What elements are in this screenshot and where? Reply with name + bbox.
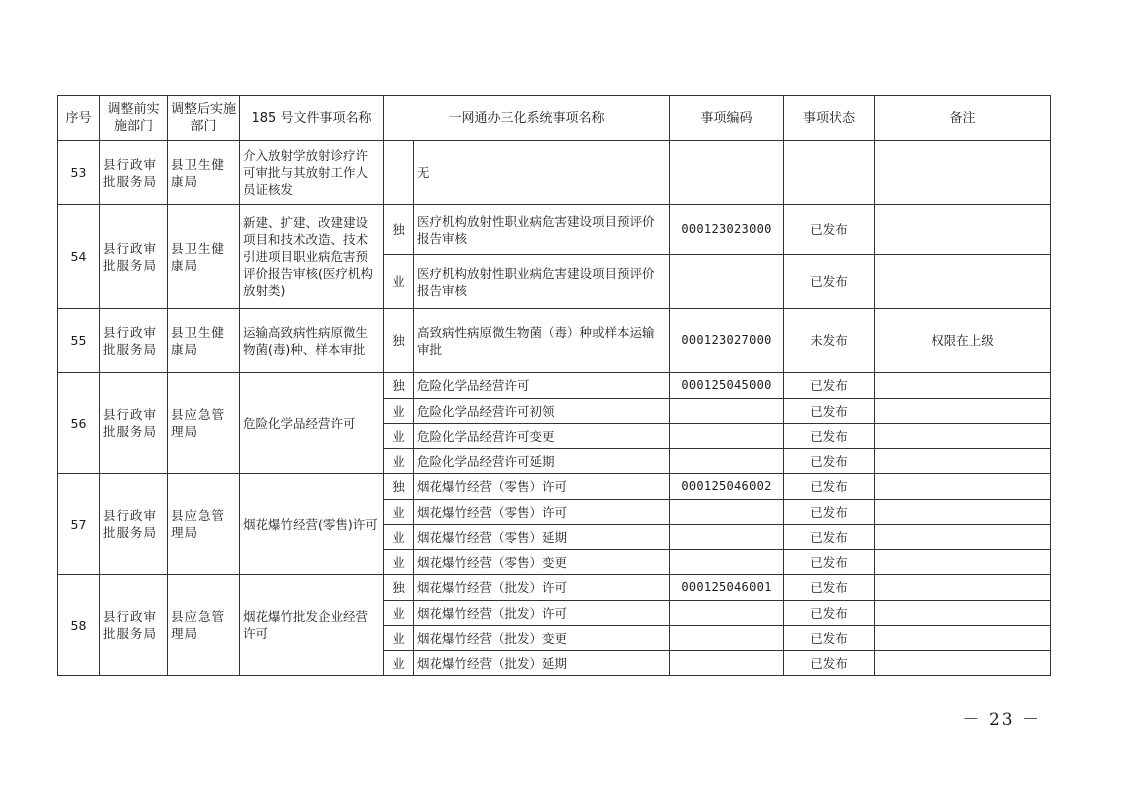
header-system-item: 一网通办三化系统事项名称: [384, 96, 670, 141]
doc-item-cell: 烟花爆竹经营(零售)许可: [240, 474, 384, 575]
item-type-cell: 业: [384, 500, 414, 525]
before-dept-cell: 县行政审批服务局: [100, 575, 168, 676]
remark-cell: [875, 651, 1051, 676]
item-type-cell: 业: [384, 525, 414, 550]
item-status-cell: 已发布: [784, 255, 875, 309]
doc-item-cell: 新建、扩建、改建建设项目和技术改造、技术引进项目职业病危害预评价报告审核(医疗机构放射类): [240, 205, 384, 309]
item-status-cell: 已发布: [784, 449, 875, 474]
remark-cell: [875, 399, 1051, 424]
item-code-cell: 000125046001: [670, 575, 784, 601]
item-type-cell: [384, 141, 414, 205]
item-code-cell: [670, 399, 784, 424]
after-dept-cell: 县应急管理局: [168, 373, 240, 474]
seq-cell: 56: [58, 373, 100, 474]
before-dept-cell: 县行政审批服务局: [100, 141, 168, 205]
item-status-cell: 已发布: [784, 550, 875, 575]
doc-item-cell: 运输高致病性病原微生物菌(毒)种、样本审批: [240, 309, 384, 373]
item-status-cell: 已发布: [784, 651, 875, 676]
items-table: [57, 95, 1051, 676]
item-code-cell: 000125046002: [670, 474, 784, 500]
before-dept-cell: 县行政审批服务局: [100, 309, 168, 373]
item-status-cell: 未发布: [784, 309, 875, 373]
remark-cell: [875, 474, 1051, 500]
remark-cell: [875, 601, 1051, 626]
system-item-cell: 烟花爆竹经营（零售）许可: [414, 500, 670, 525]
item-type-cell: 业: [384, 601, 414, 626]
item-code-cell: [670, 500, 784, 525]
item-type-cell: 业: [384, 399, 414, 424]
system-item-cell: 烟花爆竹经营（批发）许可: [414, 601, 670, 626]
item-code-cell: [670, 626, 784, 651]
table-row: [58, 474, 1051, 500]
item-status-cell: 已发布: [784, 373, 875, 399]
table-body: [58, 141, 1051, 676]
table-row: [58, 205, 1051, 255]
item-status-cell: 已发布: [784, 474, 875, 500]
remark-cell: [875, 626, 1051, 651]
item-type-cell: 业: [384, 449, 414, 474]
item-code-cell: 000125045000: [670, 373, 784, 399]
header-after-dept: 调整后实施部门: [168, 96, 240, 141]
seq-cell: 57: [58, 474, 100, 575]
system-item-cell: 烟花爆竹经营（零售）变更: [414, 550, 670, 575]
system-item-cell: 烟花爆竹经营（零售）延期: [414, 525, 670, 550]
system-item-cell: 烟花爆竹经营（零售）许可: [414, 474, 670, 500]
before-dept-cell: 县行政审批服务局: [100, 474, 168, 575]
item-type-cell: 业: [384, 550, 414, 575]
remark-cell: [875, 550, 1051, 575]
after-dept-cell: 县卫生健康局: [168, 205, 240, 309]
item-code-cell: 000123027000: [670, 309, 784, 373]
item-status-cell: 已发布: [784, 626, 875, 651]
remark-cell: [875, 449, 1051, 474]
item-status-cell: 已发布: [784, 205, 875, 255]
after-dept-cell: 县卫生健康局: [168, 309, 240, 373]
system-item-cell: 医疗机构放射性职业病危害建设项目预评价报告审核: [414, 205, 670, 255]
item-type-cell: 独: [384, 205, 414, 255]
item-status-cell: 已发布: [784, 575, 875, 601]
item-type-cell: 业: [384, 255, 414, 309]
remark-cell: [875, 255, 1051, 309]
item-code-cell: [670, 424, 784, 449]
after-dept-cell: 县应急管理局: [168, 474, 240, 575]
item-code-cell: [670, 550, 784, 575]
doc-item-cell: 危险化学品经营许可: [240, 373, 384, 474]
header-row: [58, 96, 1051, 141]
item-code-cell: 000123023000: [670, 205, 784, 255]
remark-cell: [875, 575, 1051, 601]
item-code-cell: [670, 449, 784, 474]
item-status-cell: [784, 141, 875, 205]
item-code-cell: [670, 255, 784, 309]
doc-item-cell: 烟花爆竹批发企业经营许可: [240, 575, 384, 676]
item-status-cell: 已发布: [784, 500, 875, 525]
item-code-cell: [670, 141, 784, 205]
system-item-cell: 烟花爆竹经营（批发）延期: [414, 651, 670, 676]
system-item-cell: 高致病性病原微生物菌（毒）种或样本运输审批: [414, 309, 670, 373]
item-type-cell: 业: [384, 626, 414, 651]
header-remark: 备注: [875, 96, 1051, 141]
item-type-cell: 独: [384, 575, 414, 601]
system-item-cell: 医疗机构放射性职业病危害建设项目预评价报告审核: [414, 255, 670, 309]
item-code-cell: [670, 601, 784, 626]
item-type-cell: 业: [384, 651, 414, 676]
item-code-cell: [670, 651, 784, 676]
item-type-cell: 业: [384, 424, 414, 449]
header-doc-item: 185 号文件事项名称: [240, 96, 384, 141]
system-item-cell: 危险化学品经营许可: [414, 373, 670, 399]
table-row: [58, 309, 1051, 373]
after-dept-cell: 县卫生健康局: [168, 141, 240, 205]
remark-cell: [875, 205, 1051, 255]
table-row: [58, 141, 1051, 205]
item-status-cell: 已发布: [784, 601, 875, 626]
table-row: [58, 373, 1051, 399]
seq-cell: 54: [58, 205, 100, 309]
item-status-cell: 已发布: [784, 399, 875, 424]
system-item-cell: 危险化学品经营许可延期: [414, 449, 670, 474]
item-code-cell: [670, 525, 784, 550]
doc-item-cell: 介入放射学放射诊疗许可审批与其放射工作人员证核发: [240, 141, 384, 205]
remark-cell: [875, 500, 1051, 525]
system-item-cell: 无: [414, 141, 670, 205]
item-type-cell: 独: [384, 474, 414, 500]
remark-cell: 权限在上级: [875, 309, 1051, 373]
item-type-cell: 独: [384, 309, 414, 373]
header-before-dept: 调整前实施部门: [100, 96, 168, 141]
system-item-cell: 烟花爆竹经营（批发）变更: [414, 626, 670, 651]
seq-cell: 55: [58, 309, 100, 373]
remark-cell: [875, 141, 1051, 205]
item-status-cell: 已发布: [784, 424, 875, 449]
system-item-cell: 危险化学品经营许可初领: [414, 399, 670, 424]
system-item-cell: 烟花爆竹经营（批发）许可: [414, 575, 670, 601]
table-row: [58, 575, 1051, 601]
remark-cell: [875, 525, 1051, 550]
before-dept-cell: 县行政审批服务局: [100, 205, 168, 309]
after-dept-cell: 县应急管理局: [168, 575, 240, 676]
remark-cell: [875, 373, 1051, 399]
header-item-code: 事项编码: [670, 96, 784, 141]
header-item-status: 事项状态: [784, 96, 875, 141]
page-number: － 23 －: [962, 710, 1041, 730]
header-seq: 序号: [58, 96, 100, 141]
system-item-cell: 危险化学品经营许可变更: [414, 424, 670, 449]
item-status-cell: 已发布: [784, 525, 875, 550]
before-dept-cell: 县行政审批服务局: [100, 373, 168, 474]
item-type-cell: 独: [384, 373, 414, 399]
seq-cell: 53: [58, 141, 100, 205]
remark-cell: [875, 424, 1051, 449]
seq-cell: 58: [58, 575, 100, 676]
